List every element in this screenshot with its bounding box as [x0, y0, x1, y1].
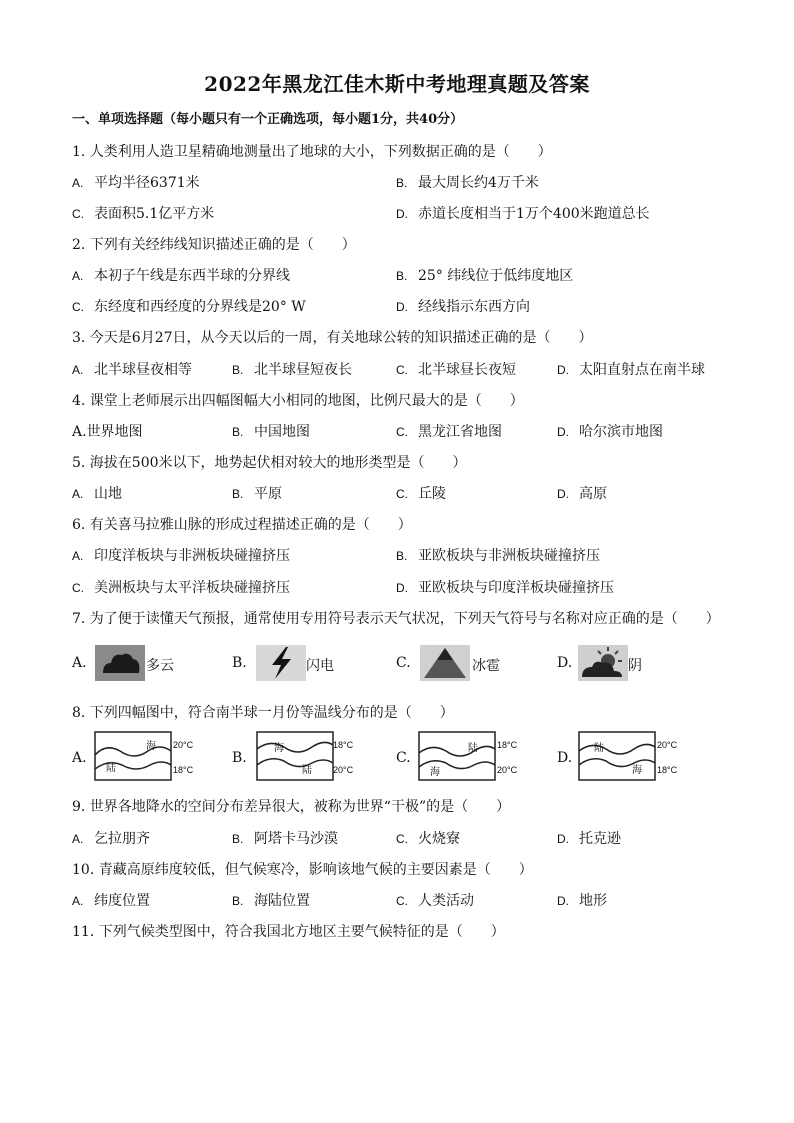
option-9c: C. 火烧寮	[396, 831, 460, 847]
option-4c: C. 黑龙江省地图	[396, 424, 502, 440]
option-4b: B. 中国地图	[232, 424, 310, 440]
question-2: 2. 下列有关经纬线知识描述正确的是（ ）	[72, 237, 356, 253]
option-7a-label: A.	[72, 655, 87, 671]
question-6: 6. 有关喜马拉雅山脉的形成过程描述正确的是（ ）	[72, 517, 412, 533]
option-2c: C. 东经度和西经度的分界线是20° W	[72, 299, 306, 315]
option-5b: B. 平原	[232, 486, 282, 502]
option-9a: A. 乞拉朋齐	[72, 831, 150, 847]
question-9: 9. 世界各地降水的空间分布差异很大，被称为世界“干极”的是（ ）	[72, 799, 511, 815]
option-5c: C. 丘陵	[396, 486, 446, 502]
option-3b: B. 北半球昼短夜长	[232, 362, 352, 378]
question-10: 10. 青藏高原纬度较低，但气候寒冷，影响该地气候的主要因素是（ ）	[72, 862, 533, 878]
option-8c-label: C.	[396, 750, 411, 766]
question-4: 4. 课堂上老师展示出四幅图幅大小相同的地图，比例尺最大的是（ ）	[72, 393, 524, 409]
option-9b: B. 阿塔卡马沙漠	[232, 831, 338, 847]
option-6c: C. 美洲板块与太平洋板块碰撞挤压	[72, 580, 290, 596]
map-d-top-label: 陆	[594, 743, 604, 754]
map-d-bottom-label: 海	[632, 765, 642, 776]
option-7b-text: 闪电	[306, 658, 334, 674]
question-3: 3. 今天是6月27日，从今天以后的一周，有关地球公转的知识描述正确的是（ ）	[72, 330, 593, 346]
map-a-temp-2: 18°C	[173, 765, 194, 775]
isotherm-map-d	[578, 731, 656, 781]
question-11: 11. 下列气候类型图中，符合我国北方地区主要气候特征的是（ ）	[72, 924, 505, 940]
map-b-temp-2: 20°C	[333, 765, 354, 775]
option-2a: A. 本初子午线是东西半球的分界线	[72, 268, 290, 284]
option-7c-text: 冰雹	[472, 658, 500, 674]
map-c-top-label: 陆	[468, 743, 478, 754]
option-6b: B. 亚欧板块与非洲板块碰撞挤压	[396, 548, 600, 564]
option-1d: D. 赤道长度相当于1万个400米跑道总长	[396, 206, 650, 222]
option-7a-text: 多云	[146, 658, 174, 674]
option-7c-label: C.	[396, 655, 411, 671]
question-7: 7. 为了便于读懂天气预报，通常使用专用符号表示天气状况，下列天气符号与名称对应正确的是（ ）	[72, 611, 720, 627]
map-a-bottom-label: 陆	[106, 763, 116, 774]
map-b-bottom-label: 陆	[302, 765, 312, 776]
option-8a-label: A.	[72, 750, 87, 766]
map-d-temp-1: 20°C	[657, 740, 678, 750]
option-3a: A. 北半球昼夜相等	[72, 362, 192, 378]
option-1b: B. 最大周长约4万千米	[396, 175, 539, 191]
option-6a: A. 印度洋板块与非洲板块碰撞挤压	[72, 548, 290, 564]
map-c-temp-2: 20°C	[497, 765, 518, 775]
option-5a: A. 山地	[72, 486, 122, 502]
option-3c: C. 北半球昼长夜短	[396, 362, 516, 378]
option-10b: B. 海陆位置	[232, 893, 310, 909]
question-5: 5. 海拔在500米以下，地势起伏相对较大的地形类型是（ ）	[72, 455, 467, 471]
section-heading: 一、单项选择题（每小题只有一个正确选项，每小题1分，共40分）	[72, 112, 464, 127]
option-10c: C. 人类活动	[396, 893, 474, 909]
option-7b-label: B.	[232, 655, 247, 671]
map-d-temp-2: 18°C	[657, 765, 678, 775]
map-b-temp-1: 18°C	[333, 740, 354, 750]
option-5d: D. 高原	[557, 486, 607, 502]
hail-triangle-icon	[420, 645, 470, 681]
option-8b-label: B.	[232, 750, 247, 766]
map-a-temp-1: 20°C	[173, 740, 194, 750]
isotherm-map-b	[256, 731, 334, 781]
map-c-temp-1: 18°C	[497, 740, 518, 750]
option-4a: A.世界地图	[72, 424, 143, 440]
map-a-top-label: 海	[146, 741, 156, 752]
option-2d: D. 经线指示东西方向	[396, 299, 530, 315]
option-7d-text: 阴	[628, 658, 642, 674]
overcast-cloud-icon	[95, 645, 145, 681]
lightning-icon	[256, 645, 306, 681]
isotherm-map-c	[418, 731, 496, 781]
option-4d: D. 哈尔滨市地图	[557, 424, 663, 440]
map-c-bottom-label: 海	[430, 767, 440, 778]
page-title: 2022年黑龙江佳木斯中考地理真题及答案	[204, 72, 590, 96]
map-b-top-label: 海	[274, 743, 284, 754]
option-8d-label: D.	[557, 750, 573, 766]
isotherm-map-a	[94, 731, 172, 781]
option-7d-label: D.	[557, 655, 573, 671]
option-10a: A. 纬度位置	[72, 893, 150, 909]
sun-cloud-icon	[578, 645, 628, 681]
option-1a: A. 平均半径6371米	[72, 175, 200, 191]
question-1: 1. 人类利用人造卫星精确地测量出了地球的大小，下列数据正确的是（ ）	[72, 144, 552, 160]
option-2b: B. 25° 纬线位于低纬度地区	[396, 268, 574, 284]
option-6d: D. 亚欧板块与印度洋板块碰撞挤压	[396, 580, 614, 596]
option-10d: D. 地形	[557, 893, 607, 909]
question-8: 8. 下列四幅图中，符合南半球一月份等温线分布的是（ ）	[72, 705, 454, 721]
option-9d: D. 托克逊	[557, 831, 621, 847]
option-3d: D. 太阳直射点在南半球	[557, 362, 705, 378]
option-1c: C. 表面积5.1亿平方米	[72, 206, 215, 222]
